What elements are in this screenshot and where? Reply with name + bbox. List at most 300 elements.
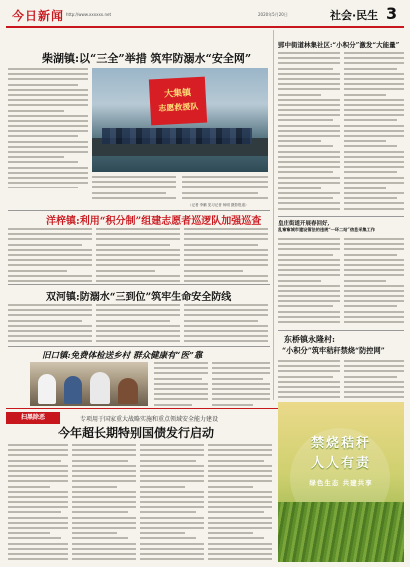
text-line xyxy=(278,305,333,307)
text-line xyxy=(344,365,404,367)
text-line xyxy=(278,114,340,116)
text-line xyxy=(278,396,340,398)
text-line xyxy=(278,269,340,271)
text-line xyxy=(140,491,204,493)
text-line xyxy=(72,449,136,451)
text-line xyxy=(140,475,204,477)
text-line xyxy=(212,393,270,395)
text-line xyxy=(344,192,404,194)
text-line xyxy=(344,269,404,271)
text-line xyxy=(208,449,272,451)
article-headline: 旧口镇:免费体检送乡村 群众健康有“医”靠 xyxy=(42,351,203,361)
text-line xyxy=(154,362,208,364)
text-line xyxy=(344,321,404,323)
text-line xyxy=(140,444,204,446)
text-line xyxy=(278,73,340,75)
text-line xyxy=(140,465,204,467)
text-line xyxy=(154,388,208,390)
text-line xyxy=(208,527,272,529)
divider xyxy=(8,284,270,285)
text-line xyxy=(212,404,253,406)
text-line xyxy=(182,197,268,199)
article-body xyxy=(344,360,404,398)
text-line xyxy=(96,264,180,266)
masthead-url: http://www.xxxxxx.net xyxy=(66,12,112,17)
text-line xyxy=(8,172,88,174)
text-line xyxy=(344,73,404,75)
text-line xyxy=(208,537,264,539)
text-line xyxy=(72,480,136,482)
text-line xyxy=(278,78,340,80)
text-line xyxy=(184,238,268,240)
text-line xyxy=(212,388,270,390)
text-line xyxy=(208,501,272,503)
text-line xyxy=(344,305,397,307)
text-line xyxy=(182,192,258,194)
text-line xyxy=(344,62,404,64)
text-line xyxy=(8,120,88,122)
text-line xyxy=(278,376,333,378)
doctor-figure xyxy=(38,374,56,404)
text-line xyxy=(344,360,404,362)
text-line xyxy=(140,454,204,456)
text-line xyxy=(8,543,68,545)
text-line xyxy=(8,161,78,163)
text-line xyxy=(278,295,340,297)
text-line xyxy=(72,522,136,524)
villager-figure xyxy=(118,378,138,404)
text-line xyxy=(8,491,68,493)
text-line xyxy=(278,238,340,240)
doctor-figure xyxy=(90,372,110,404)
text-line xyxy=(96,280,180,282)
text-line xyxy=(278,280,321,282)
text-line xyxy=(8,511,61,513)
text-line xyxy=(8,249,92,251)
text-line xyxy=(208,511,264,513)
text-line xyxy=(278,119,333,121)
text-line xyxy=(278,99,340,101)
text-line xyxy=(344,161,404,163)
text-line xyxy=(184,335,268,337)
text-line xyxy=(278,88,340,90)
text-line xyxy=(184,228,268,230)
text-line xyxy=(208,522,272,524)
text-line xyxy=(184,330,268,332)
text-line xyxy=(278,156,340,158)
text-line xyxy=(344,254,397,256)
text-line xyxy=(208,506,272,508)
text-line xyxy=(344,78,404,80)
article-body xyxy=(8,228,92,282)
text-line xyxy=(208,460,264,462)
flag-text-top: 大集镇 xyxy=(163,88,192,100)
text-line xyxy=(278,182,340,184)
article-body xyxy=(278,238,340,326)
text-line xyxy=(8,304,92,306)
text-line xyxy=(278,243,340,245)
text-line xyxy=(8,270,67,272)
text-line xyxy=(278,83,340,85)
straw-burning-ad xyxy=(278,402,404,562)
text-line xyxy=(140,449,204,451)
text-line xyxy=(344,151,404,153)
article-body xyxy=(96,304,180,344)
text-line xyxy=(8,558,68,560)
text-line xyxy=(212,398,270,400)
text-line xyxy=(8,244,82,246)
article-headline: 东桥镇永隆村: xyxy=(284,334,335,344)
text-line xyxy=(278,386,340,388)
text-line xyxy=(8,78,88,80)
text-line xyxy=(8,496,68,498)
text-line xyxy=(8,532,50,534)
page-number: 3 xyxy=(386,4,398,23)
text-line xyxy=(96,335,180,337)
text-line xyxy=(96,244,170,246)
text-line xyxy=(8,94,88,96)
text-line xyxy=(8,125,88,127)
text-line xyxy=(208,475,272,477)
text-line xyxy=(208,532,253,534)
red-flag xyxy=(149,77,207,126)
text-line xyxy=(72,543,136,545)
text-line xyxy=(8,475,68,477)
text-line xyxy=(208,491,272,493)
text-line xyxy=(278,192,340,194)
text-line xyxy=(344,202,404,204)
text-line xyxy=(8,537,61,539)
rescue-team-photo xyxy=(92,68,268,172)
text-line xyxy=(278,177,340,179)
text-line xyxy=(8,465,68,467)
text-line xyxy=(140,543,204,545)
text-line xyxy=(344,182,404,184)
text-line xyxy=(278,300,340,302)
text-line xyxy=(278,365,340,367)
text-line xyxy=(8,115,88,117)
article-body xyxy=(8,444,68,562)
text-line xyxy=(72,486,117,488)
text-line xyxy=(344,187,386,189)
text-line xyxy=(8,460,61,462)
text-line xyxy=(278,161,340,163)
text-line xyxy=(184,314,268,316)
text-line xyxy=(8,548,68,550)
text-line xyxy=(208,553,272,555)
text-line xyxy=(208,517,272,519)
text-line xyxy=(344,274,404,276)
text-line xyxy=(344,285,404,287)
article-subheadline: 乱窜窜城市建设管法的违规“一环二站”信息采集工作 xyxy=(278,227,375,232)
text-line xyxy=(184,259,268,261)
text-line xyxy=(344,381,404,383)
text-line xyxy=(8,228,92,230)
text-line xyxy=(344,311,404,313)
text-line xyxy=(140,501,204,503)
text-line xyxy=(96,325,180,327)
text-line xyxy=(278,381,340,383)
text-line xyxy=(344,376,397,378)
text-line xyxy=(140,511,196,513)
text-line xyxy=(344,280,386,282)
text-line xyxy=(344,145,397,147)
text-line xyxy=(154,378,202,380)
text-line xyxy=(72,496,136,498)
text-line xyxy=(8,89,88,91)
text-line xyxy=(92,176,176,178)
text-line xyxy=(8,167,88,169)
text-line xyxy=(154,393,208,395)
text-line xyxy=(344,83,404,85)
text-line xyxy=(96,314,180,316)
text-line xyxy=(278,130,340,132)
text-line xyxy=(8,141,88,143)
text-line xyxy=(72,444,136,446)
text-line xyxy=(8,340,92,342)
section-title: 社会·民生 xyxy=(330,9,379,22)
text-line xyxy=(278,68,333,70)
text-line xyxy=(278,109,340,111)
text-line xyxy=(184,275,268,277)
text-line xyxy=(208,543,272,545)
text-line xyxy=(278,285,340,287)
text-line xyxy=(278,151,340,153)
text-line xyxy=(344,290,404,292)
text-line xyxy=(212,372,270,374)
text-line xyxy=(8,182,88,184)
text-line xyxy=(72,454,136,456)
article-headline: 今年超长期特别国债发行启动 xyxy=(58,426,215,440)
article-body xyxy=(154,362,208,406)
text-line xyxy=(8,151,88,153)
text-line xyxy=(154,367,208,369)
text-line xyxy=(8,104,88,106)
text-line xyxy=(96,340,180,342)
text-line xyxy=(140,532,185,534)
text-line xyxy=(208,548,272,550)
text-line xyxy=(278,311,340,313)
article-body xyxy=(212,362,270,406)
text-line xyxy=(184,233,268,235)
text-line xyxy=(96,304,180,306)
section-tag: 扫黑除恶 xyxy=(6,412,60,424)
text-line xyxy=(72,511,128,513)
text-line xyxy=(182,186,268,188)
text-line xyxy=(154,383,208,385)
text-line xyxy=(344,248,404,250)
rescuers xyxy=(102,128,252,144)
text-line xyxy=(8,68,88,70)
text-line xyxy=(72,558,136,560)
text-line xyxy=(344,166,404,168)
article-body xyxy=(8,304,92,344)
text-line xyxy=(344,88,404,90)
text-line xyxy=(72,517,136,519)
text-line xyxy=(212,378,263,380)
text-line xyxy=(72,460,128,462)
text-line xyxy=(72,548,136,550)
text-line xyxy=(8,325,92,327)
text-line xyxy=(278,316,340,318)
text-line xyxy=(278,140,321,142)
text-line xyxy=(8,480,68,482)
article-headline: 皇庄街道开展春回好, xyxy=(278,221,330,227)
text-line xyxy=(8,320,82,322)
text-line xyxy=(278,321,340,323)
text-line xyxy=(92,186,176,188)
article-body xyxy=(184,304,268,344)
text-line xyxy=(182,181,268,183)
text-line xyxy=(8,177,88,179)
text-line xyxy=(8,264,92,266)
text-line xyxy=(72,465,136,467)
text-line xyxy=(212,383,270,385)
text-line xyxy=(278,264,340,266)
text-line xyxy=(96,330,180,332)
article-body xyxy=(96,228,180,282)
text-line xyxy=(96,254,180,256)
article-headline: 柴湖镇:以“三全”举措 筑牢防溺水“安全网” xyxy=(42,52,252,65)
text-line xyxy=(72,553,136,555)
text-line xyxy=(8,156,64,158)
text-line xyxy=(8,73,88,75)
text-line xyxy=(344,68,397,70)
text-line xyxy=(72,506,136,508)
article-body xyxy=(344,52,404,212)
text-line xyxy=(140,537,196,539)
text-line xyxy=(344,94,386,96)
text-line xyxy=(72,532,117,534)
text-line xyxy=(8,99,88,101)
text-line xyxy=(96,238,180,240)
masthead-date: 2020年5月20日 xyxy=(258,12,288,17)
text-line xyxy=(208,454,272,456)
article-body xyxy=(8,68,88,188)
text-line xyxy=(140,553,204,555)
text-line xyxy=(140,496,204,498)
text-line xyxy=(278,145,333,147)
text-line xyxy=(344,171,397,173)
text-line xyxy=(278,62,340,64)
text-line xyxy=(184,280,268,282)
column-divider xyxy=(273,30,274,400)
text-line xyxy=(344,259,404,261)
text-line xyxy=(344,130,404,132)
divider xyxy=(8,210,270,211)
text-line xyxy=(184,249,268,251)
text-line xyxy=(344,396,404,398)
text-line xyxy=(278,254,333,256)
masthead-rule xyxy=(6,26,404,28)
text-line xyxy=(278,360,340,362)
text-line xyxy=(344,295,404,297)
text-line xyxy=(140,460,196,462)
text-line xyxy=(278,166,340,168)
text-line xyxy=(278,202,340,204)
text-line xyxy=(140,486,185,488)
text-line xyxy=(8,254,92,256)
text-line xyxy=(208,496,272,498)
text-line xyxy=(96,309,180,311)
health-check-photo xyxy=(30,362,148,406)
article-headline: 双河镇:防溺水“三到位”筑牢生命安全防线 xyxy=(46,292,232,303)
text-line xyxy=(344,300,404,302)
text-line xyxy=(278,290,340,292)
text-line xyxy=(278,187,321,189)
text-line xyxy=(208,480,272,482)
text-line xyxy=(72,491,136,493)
text-line xyxy=(344,264,404,266)
text-line xyxy=(344,57,404,59)
article-headline: 洋梓镇:利用“积分制”组建志愿者巡逻队加强巡查 xyxy=(46,216,262,227)
text-line xyxy=(184,304,268,306)
text-line xyxy=(278,274,340,276)
text-line xyxy=(140,517,204,519)
text-line xyxy=(184,309,268,311)
text-line xyxy=(154,404,192,406)
text-line xyxy=(8,501,68,503)
text-line xyxy=(96,228,180,230)
masthead xyxy=(6,4,404,26)
text-line xyxy=(278,391,340,393)
text-line xyxy=(8,238,92,240)
text-line xyxy=(8,527,68,529)
text-line xyxy=(278,171,333,173)
text-line xyxy=(8,444,68,446)
text-line xyxy=(8,314,92,316)
text-line xyxy=(278,197,333,199)
photo-caption: （记者 李鹏 见习记者 杨明 摄影报道） xyxy=(188,203,249,207)
text-line xyxy=(96,275,180,277)
text-line xyxy=(278,57,340,59)
ad-field-image xyxy=(278,502,404,562)
text-line xyxy=(344,156,404,158)
article-body xyxy=(92,176,176,202)
text-line xyxy=(8,259,92,261)
text-line xyxy=(344,119,397,121)
text-line xyxy=(92,197,176,199)
text-line xyxy=(8,309,92,311)
text-line xyxy=(8,330,92,332)
ad-title-line1: 禁烧秸秆 xyxy=(310,436,371,451)
text-line xyxy=(278,94,321,96)
text-line xyxy=(344,391,404,393)
text-line xyxy=(92,192,166,194)
text-line xyxy=(344,177,404,179)
text-line xyxy=(8,506,68,508)
text-line xyxy=(8,130,88,132)
text-line xyxy=(208,558,272,560)
text-line xyxy=(278,259,340,261)
text-line xyxy=(8,486,50,488)
article-body xyxy=(344,238,404,326)
text-line xyxy=(184,340,268,342)
text-line xyxy=(154,372,208,374)
text-line xyxy=(72,537,128,539)
ad-title-line2: 人人有责 xyxy=(310,456,371,471)
text-line xyxy=(208,444,272,446)
text-line xyxy=(184,320,258,322)
text-line xyxy=(344,135,404,137)
text-line xyxy=(344,316,404,318)
text-line xyxy=(344,125,404,127)
text-line xyxy=(182,176,268,178)
article-body xyxy=(278,360,340,398)
text-line xyxy=(344,114,404,116)
text-line xyxy=(278,52,340,54)
text-line xyxy=(92,181,176,183)
